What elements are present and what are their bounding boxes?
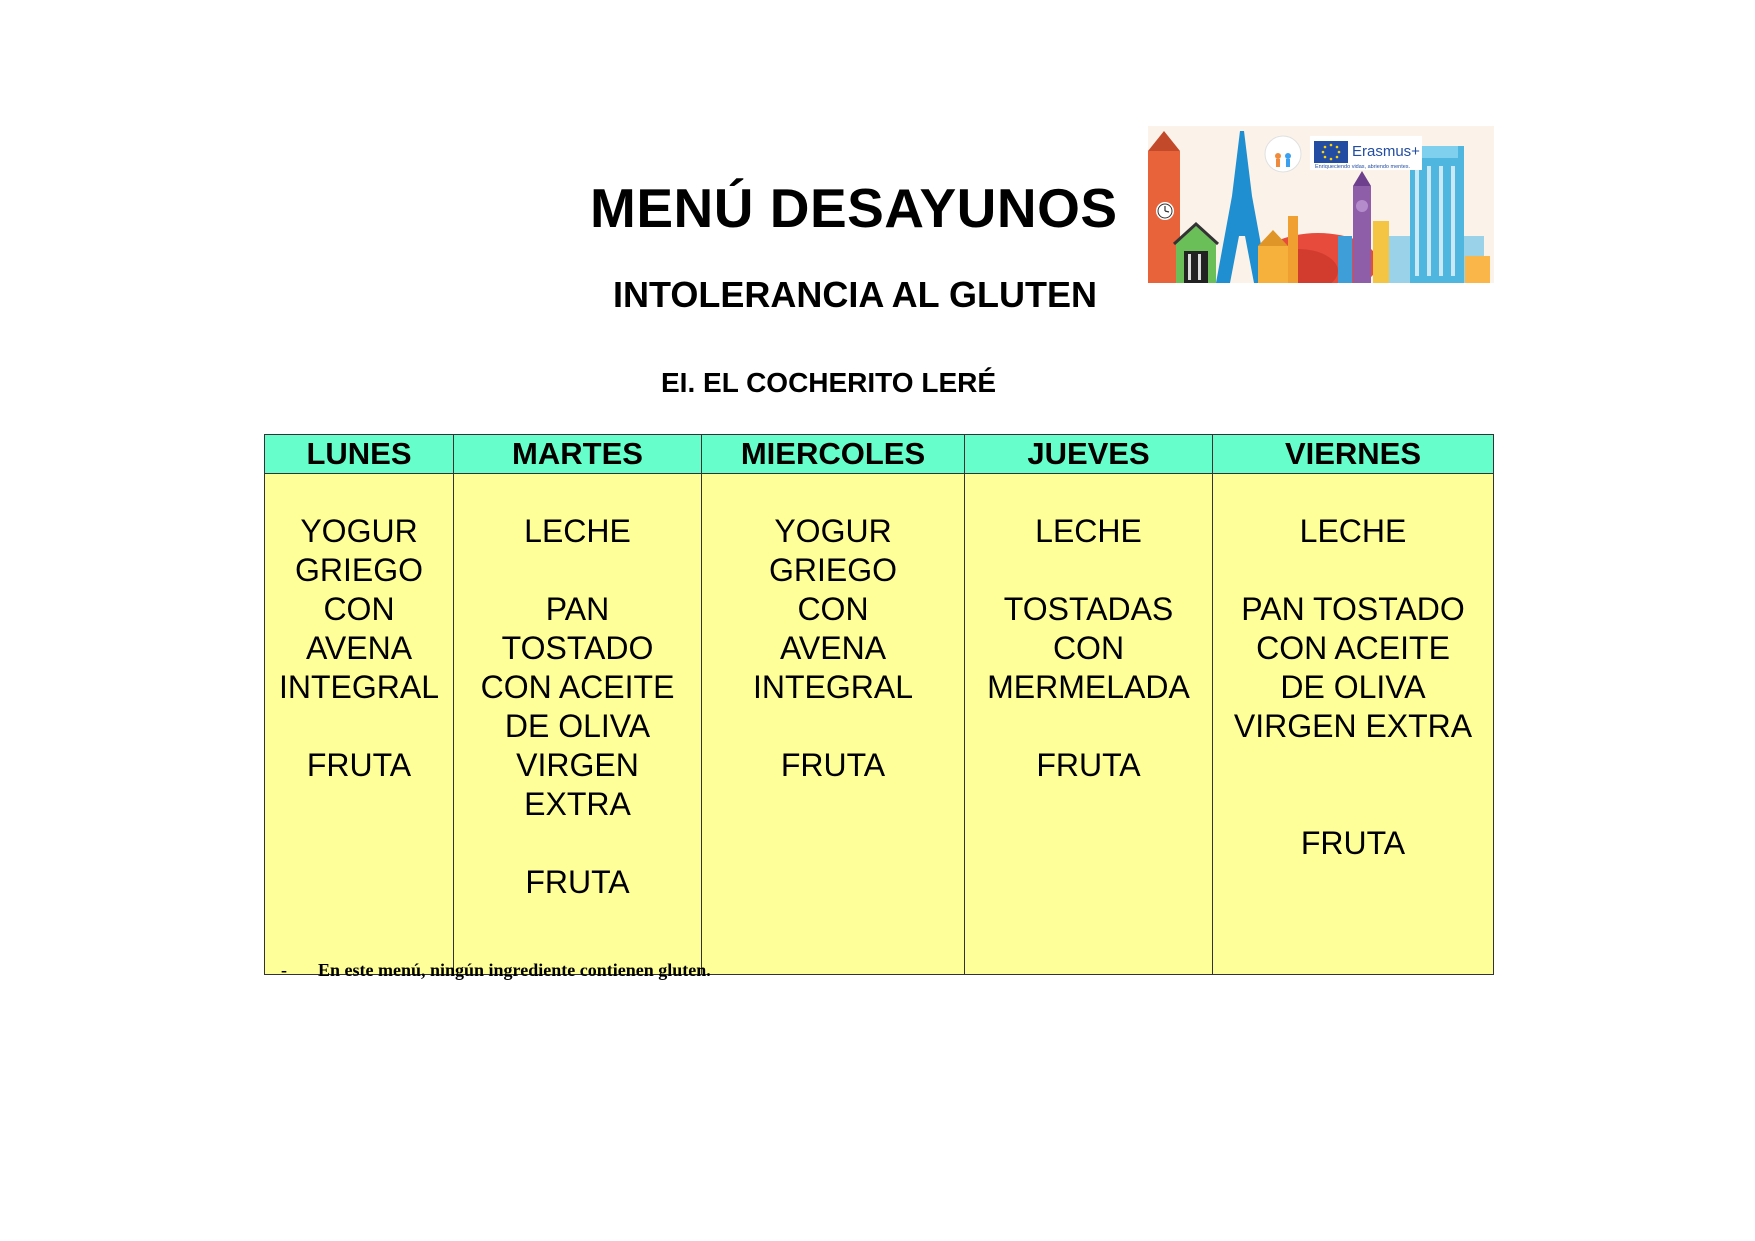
- menu-line: YOGUR: [300, 513, 418, 549]
- menu-line: CON ACEITE: [480, 669, 675, 705]
- day-header-miercoles: MIERCOLES: [702, 435, 965, 474]
- menu-line: INTEGRAL: [752, 669, 914, 705]
- menu-line: CON: [797, 591, 869, 627]
- menu-line: GRIEGO: [294, 552, 423, 588]
- menu-line: DE OLIVA: [504, 708, 651, 744]
- menu-cell-lunes: [265, 474, 454, 975]
- day-header-lunes: LUNES: [265, 435, 454, 474]
- menu-line: LECHE: [1035, 513, 1142, 549]
- footnote-bullet: -: [281, 960, 287, 980]
- menu-line: [969, 707, 1208, 746]
- menu-line: MERMELADA: [987, 669, 1190, 705]
- page-subtitle: INTOLERANCIA AL GLUTEN: [613, 274, 1097, 315]
- footnote-text: En este menú, ningún ingrediente contienen gluten.: [318, 960, 711, 980]
- menu-line: FRUTA: [780, 747, 886, 783]
- menu-line: GRIEGO: [768, 552, 897, 588]
- erasmus-wordmark: Erasmus+: [1352, 143, 1420, 160]
- breakfast-menu-table: [264, 434, 1494, 975]
- menu-line: FRUTA: [525, 864, 630, 900]
- menu-line: LECHE: [1299, 513, 1407, 549]
- menu-line: VIRGEN EXTRA: [1233, 708, 1473, 744]
- menu-line: [1217, 551, 1489, 590]
- erasmus-logo-banner: [1148, 126, 1494, 283]
- menu-line: [458, 551, 697, 590]
- day-header-jueves: JUEVES: [965, 435, 1213, 474]
- day-header-martes: MARTES: [454, 435, 702, 474]
- page-title: MENÚ DESAYUNOS: [590, 177, 1118, 239]
- menu-line: TOSTADAS: [1003, 591, 1174, 627]
- days-header-row: [265, 435, 1494, 474]
- menu-line: PAN TOSTADO: [1241, 591, 1465, 627]
- menu-line: AVENA: [305, 630, 413, 666]
- menu-line: TOSTADO: [501, 630, 654, 666]
- menu-cell-viernes: [1213, 474, 1494, 975]
- day-header-viernes: VIERNES: [1213, 435, 1494, 474]
- menu-cell-martes: [454, 474, 702, 975]
- menu-line: CON: [323, 591, 395, 627]
- erasmus-tagline: Enriqueciendo vidas, abriendo mentes.: [1315, 164, 1411, 170]
- menu-line: DE OLIVA: [1280, 669, 1426, 705]
- menu-line: YOGUR: [774, 513, 892, 549]
- school-name: EI. EL COCHERITO LERÉ: [661, 367, 997, 398]
- menu-line: VIRGEN: [516, 747, 639, 783]
- menu-line: LECHE: [524, 513, 631, 549]
- menu-cell-jueves: [965, 474, 1213, 975]
- menu-line: EXTRA: [524, 786, 631, 822]
- menu-line: FRUTA: [306, 747, 412, 783]
- menu-cell-miercoles: [702, 474, 965, 975]
- menu-line: [969, 551, 1208, 590]
- menu-line: CON ACEITE: [1256, 630, 1450, 666]
- menu-line: [269, 707, 449, 746]
- menu-line: AVENA: [779, 630, 887, 666]
- menu-line: CON: [1052, 630, 1125, 666]
- landmarks-illustration: [1148, 126, 1494, 283]
- menu-line: [706, 707, 960, 746]
- menu-line: PAN: [545, 591, 610, 627]
- menu-line: [458, 824, 697, 863]
- menu-line: INTEGRAL: [278, 669, 440, 705]
- menu-line: [1217, 785, 1489, 824]
- gluten-footnote: [281, 960, 711, 981]
- menu-items-row: [265, 474, 1494, 975]
- menu-line: [1217, 746, 1489, 785]
- menu-line: FRUTA: [1300, 825, 1406, 861]
- menu-line: FRUTA: [1036, 747, 1141, 783]
